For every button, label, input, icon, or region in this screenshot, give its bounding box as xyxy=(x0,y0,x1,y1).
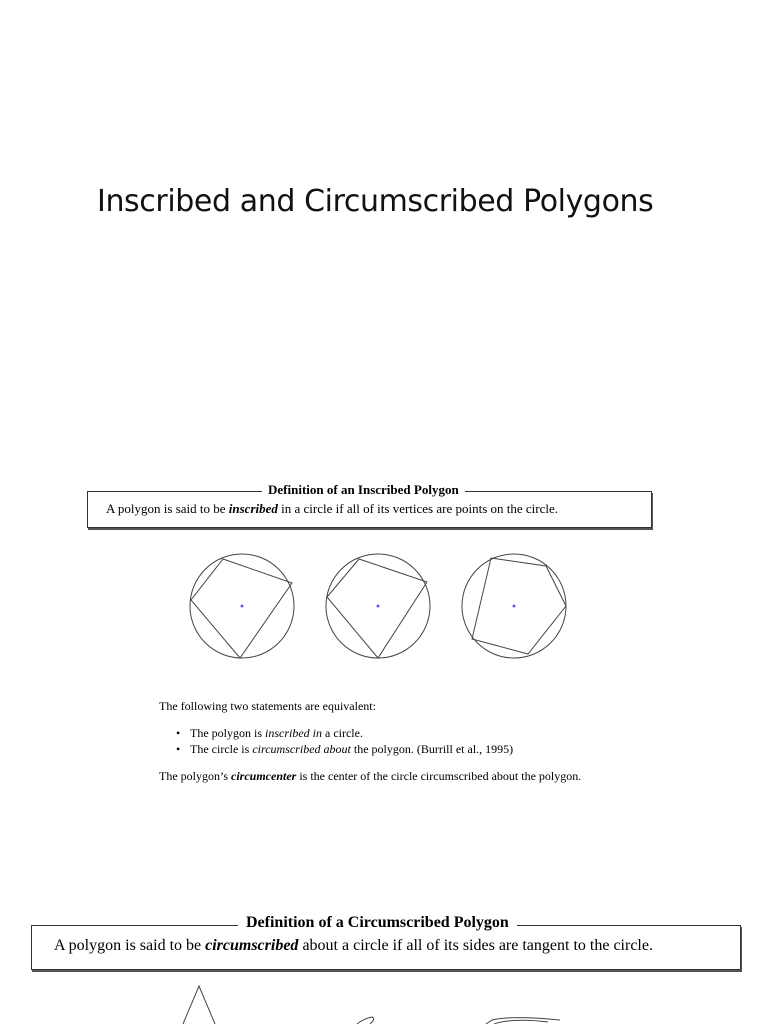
circumscribed-def-pre: A polygon is said to be xyxy=(54,937,206,954)
bullet1-emph: inscribed in xyxy=(265,726,322,740)
circumcenter-dot xyxy=(241,605,244,608)
circumscribed-definition-text xyxy=(54,935,653,957)
inscribed-quadrilateral-figure-1 xyxy=(188,551,298,663)
circumcenter-note xyxy=(159,768,581,784)
inscribed-definition-heading: Definition of an Inscribed Polygon xyxy=(262,481,465,499)
slide-title: Inscribed and Circumscribed Polygons xyxy=(97,184,654,219)
circumscribed-triangle-partial xyxy=(183,986,215,1024)
circumscribed-definition-heading: Definition of a Circumscribed Polygon xyxy=(238,912,517,934)
bullet2-emph: circumscribed about xyxy=(252,742,351,756)
bullet-marker: • xyxy=(176,726,181,740)
list-item xyxy=(176,725,513,741)
circumscribed-circle-partial xyxy=(494,1020,548,1024)
inscribed-pentagon-figure xyxy=(460,551,570,663)
inscribed-def-pre: A polygon is said to be xyxy=(106,501,229,516)
inscribed-definition-text xyxy=(106,500,558,518)
inscribed-quadrilateral-figure-2 xyxy=(323,551,433,663)
circumscribed-figures-partial xyxy=(0,980,768,1024)
equivalence-intro: The following two statements are equivalent: xyxy=(159,699,376,713)
circumscribed-def-post: about a circle if all of its sides are tangent to the circle. xyxy=(298,937,653,954)
equivalence-list xyxy=(176,725,513,757)
circumcenter-pre: The polygon’s xyxy=(159,769,231,783)
inscribed-pentagon xyxy=(472,558,566,654)
circumscribed-shape-partial xyxy=(357,1017,374,1024)
list-item xyxy=(176,741,513,757)
circumcenter-dot xyxy=(513,605,516,608)
bullet1-post: a circle. xyxy=(322,726,363,740)
circumcenter-term: circumcenter xyxy=(231,769,297,783)
inscribed-def-post: in a circle if all of its vertices are points on the circle. xyxy=(277,501,559,516)
bullet1-pre: The polygon is xyxy=(190,726,265,740)
bullet2-post: the polygon. (Burrill et al., 1995) xyxy=(350,742,514,756)
circumscribed-term: circumscribed xyxy=(205,937,299,954)
circumcenter-dot xyxy=(377,605,380,608)
circumcenter-post: is the center of the circle circumscribed about the polygon. xyxy=(296,769,582,783)
bullet2-pre: The circle is xyxy=(190,742,253,756)
bullet-marker: • xyxy=(176,742,181,756)
inscribed-term: inscribed xyxy=(228,501,278,516)
